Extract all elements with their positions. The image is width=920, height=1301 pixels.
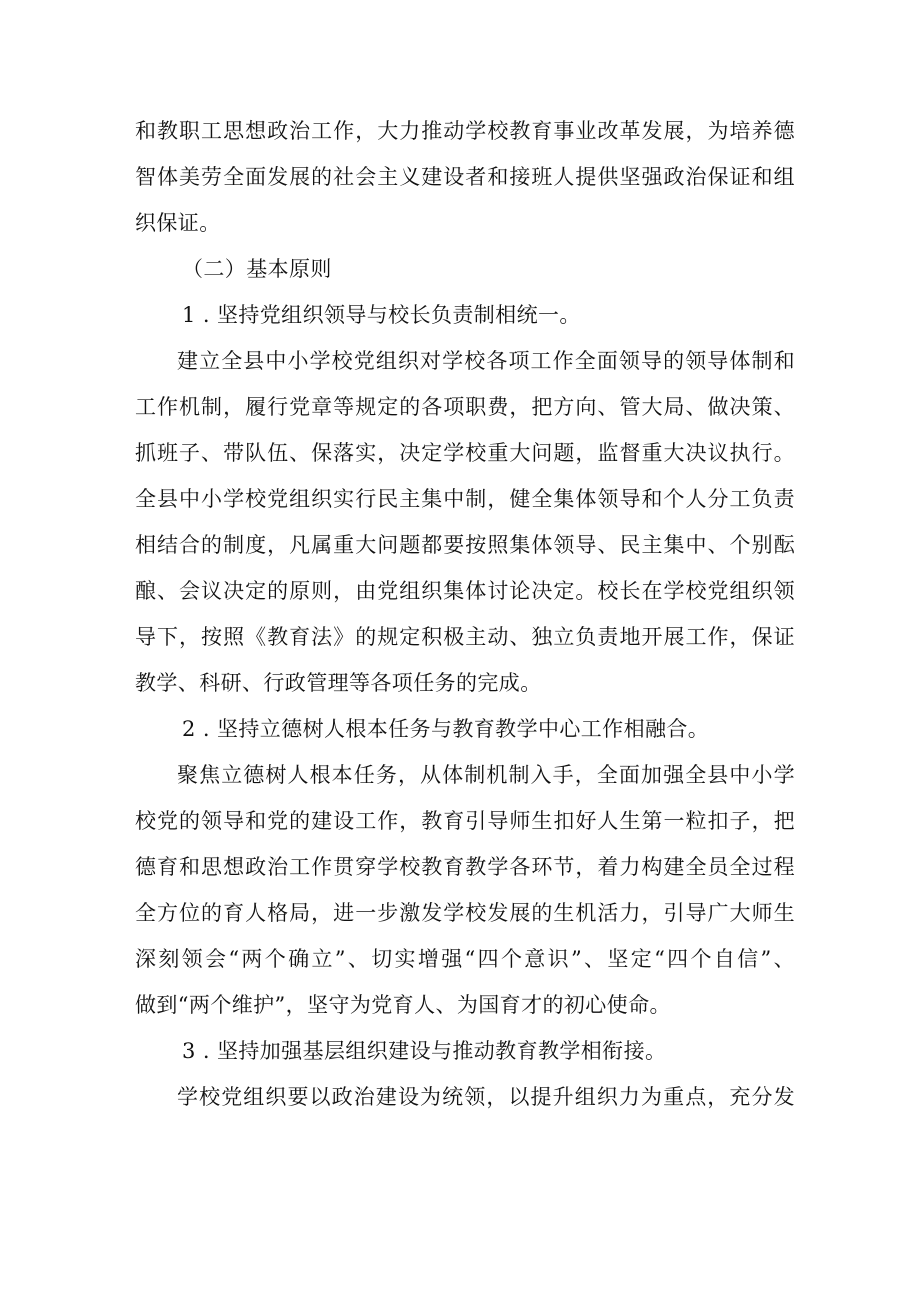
paragraph-line: 和教职工思想政治工作，大力推动学校教育事业改革发展，为培养德 — [135, 119, 795, 143]
paragraph-line: 聚焦立德树人根本任务，从体制机制入手，全面加强全县中小学 — [177, 763, 795, 787]
paragraph-line: 德育和思想政治工作贯穿学校教育教学各环节，着力构建全员全过程 — [135, 855, 795, 879]
paragraph-line: 教学、科研、行政管理等各项任务的完成。 — [135, 671, 542, 695]
principle-heading-1: 1 . 坚持党组织领导与校长负责制相统一。 — [182, 303, 581, 327]
paragraph-line: 相结合的制度，凡属重大问题都要按照集体领导、民主集中、个别酝 — [135, 533, 795, 557]
paragraph-line: 织保证。 — [135, 211, 221, 235]
principle-heading-2: 2 . 坚持立德树人根本任务与教育教学中心工作相融合。 — [182, 717, 710, 741]
paragraph-line: 学校党组织要以政治建设为统领，以提升组织力为重点，充分发 — [177, 1085, 795, 1109]
paragraph-line: 建立全县中小学校党组织对学校各项工作全面领导的领导体制和 — [177, 349, 795, 373]
paragraph-line: 全方位的育人格局，进一步激发学校发展的生机活力，引导广大师生 — [135, 901, 795, 925]
section-heading: （二）基本原则 — [182, 257, 332, 281]
paragraph-line: 工作机制，履行党章等规定的各项职费，把方向、管大局、做决策、 — [135, 395, 795, 419]
paragraph-line: 全县中小学校党组织实行民主集中制，健全集体领导和个人分工负责 — [135, 487, 795, 511]
paragraph-line: 抓班子、带队伍、保落实，决定学校重大问题，监督重大决议执行。 — [135, 441, 795, 465]
document-body — [135, 108, 795, 1120]
paragraph-line: 导下，按照《教育法》的规定积极主动、独立负责地开展工作，保证 — [135, 625, 795, 649]
paragraph-line: 智体美劳全面发展的社会主义建设者和接班人提供坚强政治保证和组 — [135, 165, 795, 189]
paragraph-line: 酿、会议决定的原则，由党组织集体讨论决定。校长在学校党组织领 — [135, 579, 795, 603]
paragraph-line: 校党的领导和党的建设工作，教育引导师生扣好人生第一粒扣子，把 — [135, 809, 795, 833]
paragraph-line: 做到“两个维护”，坚守为党育人、为国育才的初心使命。 — [135, 993, 671, 1017]
principle-heading-3: 3 . 坚持加强基层组织建设与推动教育教学相衔接。 — [182, 1039, 667, 1063]
paragraph-line: 深刻领会“两个确立”、切实增强“四个意识”、坚定“四个自信”、 — [135, 947, 795, 971]
